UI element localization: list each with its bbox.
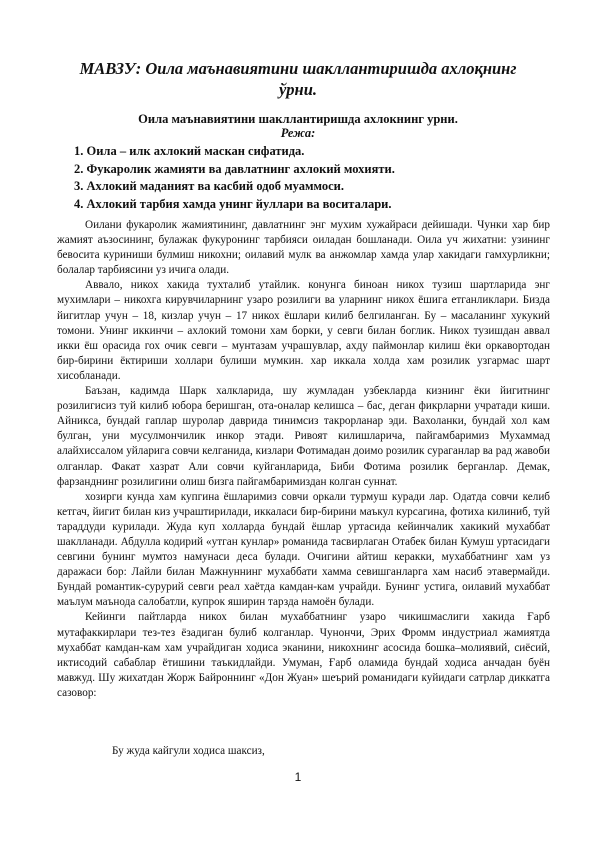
body-paragraph: Оилани фукаролик жамиятининг, давлатнинг энг мухим хужайраси дейишади. Чунки хар бир жамият аъзосининг, булажак фукуронинг тарбияси оиладан бошланади. Оила уч жихатни: узининг бевосита куриниши булмиш никохни; оилавий мулк ва анжомлар хамда улар хакидаги гамхурликни; болалар тарбиясини уз ичига олади. [57, 219, 550, 277]
verse-line: Бу жуда кайгули ходиса шаксиз, [112, 745, 265, 757]
plan-list [74, 143, 395, 213]
body-paragraph: хозирги кунда хам купгина ёшларимиз совчи оркали турмуш куради лар. Одатда совчи келиб кетгач, йигит билан киз учраштирилади, иккаласи бир-бирини маъкул курсагина, фотиха килиниб, туй тараддуди курилади. Жуда куп холларда бундай ёшлар уртасида кейинчалик хакикий мухаббат шаклланади. Абдулла кодирий «утган кунлар» романида тасвирлаган Отабек билан Кумуш уртасидаги севгини бунинг мумтоз намунаси деса булади. Очигини айтиш керакки, мухаббатнинг хам уз даражаси бор: Лайли билан Мажнуннинг мухаббати хамма севишганларга хам насиб этавермайди. Бундай романтик-сурурий севги реал хаётда камдан-кам учрайди. Бунинг устига, оилавий мухаббат маълум маънода салобатли, купрок яширин тарзда намоён булади. [57, 490, 550, 609]
plan-heading: Режа: [280, 126, 316, 140]
document-title [60, 58, 536, 100]
document-body [57, 218, 550, 701]
body-paragraph: Кейинги пайтларда никох билан мухаббатнинг узаро чикишмаслиги хакида Ғарб мутафаккирлари тез-тез ёзадиган булиб колганлар. Чунончи, Эрих Фромм индустриал жамиятда мухаббат камдан-кам хам учрайдиган ходиса эканини, никохнинг асосида бошка–молиявий, сиёсий, иктисодий сабаблар ётишини таъкидлайди. Умуман, Ғарб оламида бундай ходиса анчадан буён мавжуд. Шу жихатдан Жорж Байроннинг «Дон Жуан» шеърий романидаги куйидаги сатрлар диккатга сазовор: [57, 611, 550, 699]
plan-item: 1. Оила – илк ахлокий маскан сифатида. [74, 144, 305, 158]
title-text: Оила маънавиятини шакллантиришда ахлоқнинг ўрни. [141, 59, 517, 99]
plan-item: 3. Ахлокий маданият ва касбий одоб муаммоси. [74, 179, 345, 193]
body-paragraph: Аввало, никох хакида тухталиб утайлик. конунга биноан никох тузиш шартларида энг мухимлари – никохга кирувчиларнинг узаро розилиги ва уларнинг никох ёшига етганликлари. Бизда йигитлар учун – 18, кизлар учун – 17 никох ёшлари килиб белгиланган. Бу – масаланинг хукукий томони. Унинг иккинчи – ахлокий томони хам борки, у севги билан боглик. Никох тузишдан аввал икки ёш орасида гох очик севги – мунтазам учрашувлар, ахду паймонлар килиш ёки оркавортодан бир-бирини ёктириши холлари булиши мумкин. хар иккала холда хам розилик узгармас шарт хисобланади. [57, 279, 550, 382]
title-label: МАВЗУ: [79, 59, 142, 78]
plan-item: 2. Фукаролик жамияти ва давлатнинг ахлокий мохияти. [74, 161, 395, 176]
page-number: 1 [294, 770, 302, 784]
body-paragraph: Баъзан, кадимда Шарк халкларида, шу жумладан узбекларда кизнинг ёки йигитнинг розилигисиз туй килиб юбора беришган, ота-оналар келишса – бас, деган фикрларни учратади киши. Айникса, бундай гаплар шуролар даврида тинимсиз такрорланар эди. Вахоланки, бундай хол кам булган, уни мусулмончилик инкор этади. Ривоят килишларича, пайгамбаримиз Мухаммад алайхиссалом уйларига совчи келганида, кизлари Фотимадан доимо розилик сураганлар ва рад жавоби олганлар. Факат хазрат Али совчи куйганларида, Биби Фотима розилик берганлар. Демак, фарзанднинг розилигини олиш бизга пайгамбаримиздан колган суннат. [57, 385, 550, 488]
plan-item: 4. Ахлокий тарбия хамда унинг йуллари ва воситалари. [74, 196, 392, 211]
document-subtitle: Оила маънавиятини шакллантиришда ахлокнинг урни. [138, 112, 458, 126]
